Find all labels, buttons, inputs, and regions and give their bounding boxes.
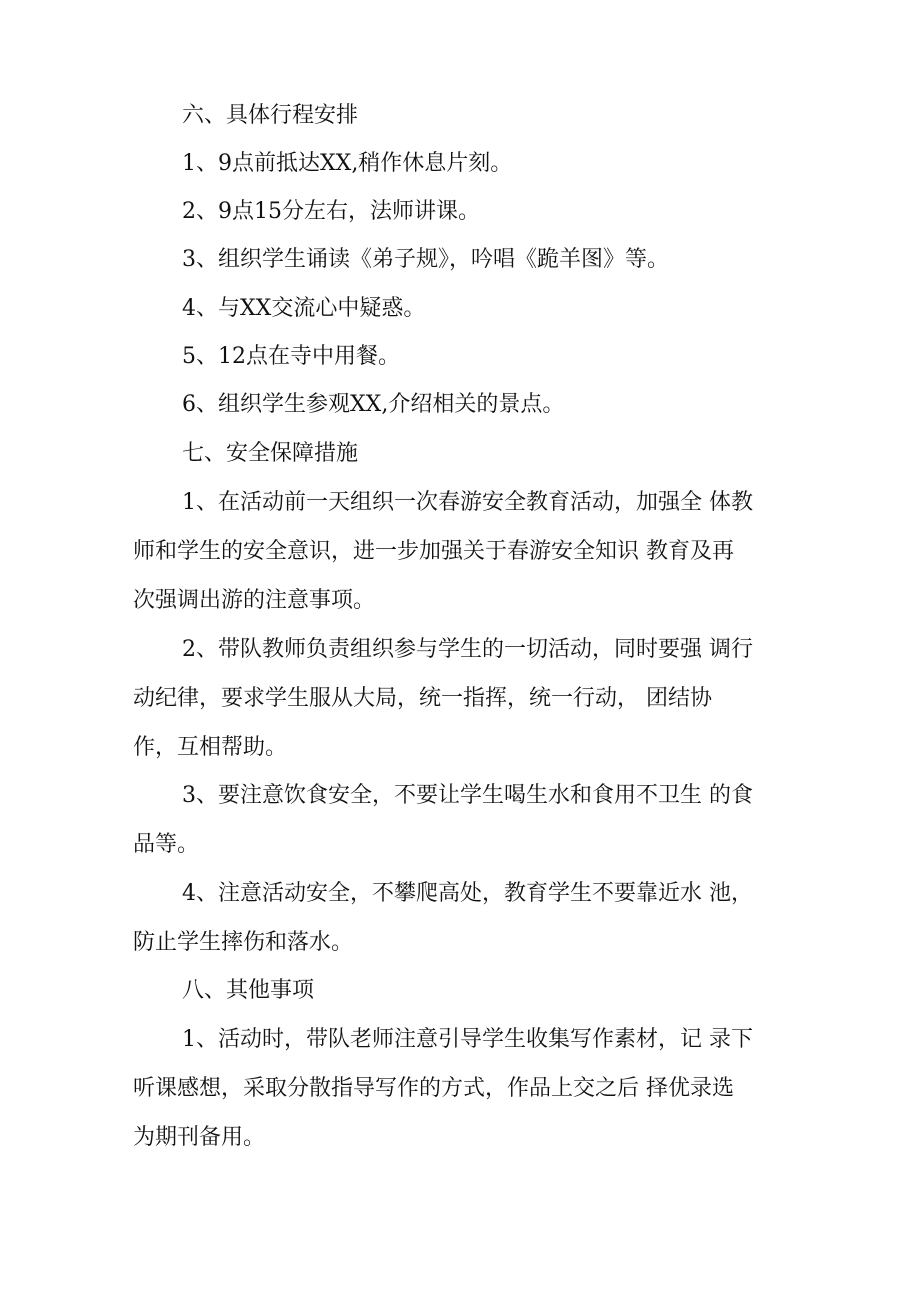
- list-item: 2、9点15分左右，法师讲课。: [182, 199, 480, 224]
- paragraph-line: 动纪律，要求学生服从大局，统一指挥，统一行动， 团结协: [133, 686, 712, 711]
- list-item: 5、12点在寺中用餐。: [182, 344, 400, 369]
- list-item: 4、与XX交流心中疑惑。: [182, 296, 426, 321]
- list-item: 3、组织学生诵读《弟子规》，吟唱《跪羊图》等。: [182, 247, 669, 272]
- paragraph-line: 师和学生的安全意识，进一步加强关于春游安全知识 教育及再: [133, 539, 734, 564]
- paragraph-line: 防止学生摔伤和落水。: [133, 930, 354, 955]
- paragraph-line: 作，互相帮助。: [133, 735, 288, 760]
- section-heading: 八、其他事项: [182, 978, 315, 1003]
- section-heading: 七、安全保障措施: [182, 441, 359, 466]
- paragraph-line: 为期刊备用。: [133, 1125, 266, 1150]
- section-heading: 六、具体行程安排: [182, 103, 359, 128]
- paragraph-line: 4、注意活动安全，不攀爬高处，教育学生不要靠近水 池，: [182, 881, 753, 906]
- paragraph-line: 2、带队教师负责组织参与学生的一切活动，同时要强 调行: [182, 637, 753, 662]
- paragraph-line: 3、要注意饮食安全，不要让学生喝生水和食用不卫生 的食: [182, 783, 753, 808]
- paragraph-line: 品等。: [133, 832, 200, 857]
- paragraph-line: 听课感想，采取分散指导写作的方式，作品上交之后 择优录选: [133, 1076, 734, 1101]
- list-item: 1、9点前抵达XX,稍作休息片刻。: [182, 151, 513, 176]
- paragraph-line: 1、在活动前一天组织一次春游安全教育活动，加强全 体教: [182, 490, 753, 515]
- list-item: 6、组织学生参观XX,介绍相关的景点。: [182, 392, 565, 417]
- paragraph-line: 1、活动时，带队老师注意引导学生收集写作素材，记 录下: [182, 1027, 753, 1052]
- paragraph-line: 次强调出游的注意事项。: [133, 588, 376, 613]
